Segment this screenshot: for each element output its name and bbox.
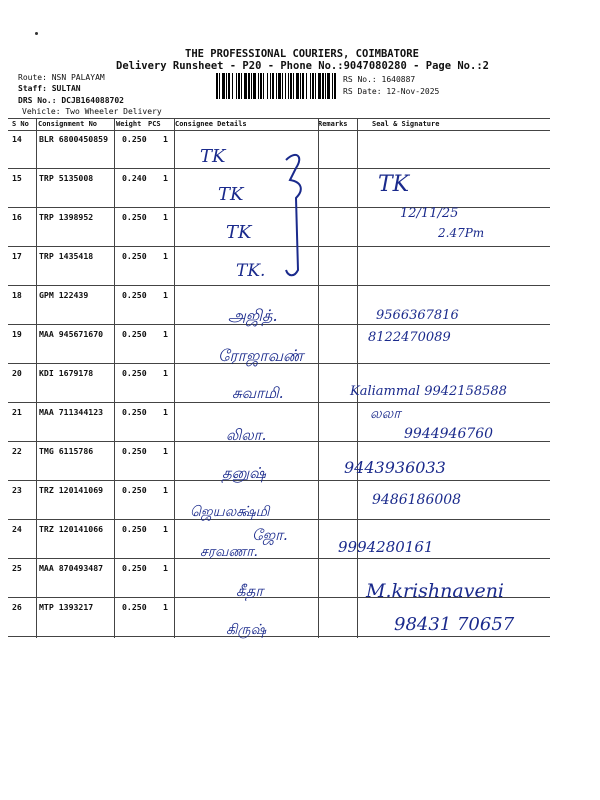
row-weight: 0.250 (122, 290, 147, 300)
row-weight: 0.250 (122, 446, 147, 456)
document-title: THE PROFESSIONAL COURIERS, COIMBATORE (185, 48, 419, 60)
row-divider (8, 207, 550, 208)
handwritten-signature-25: M.krishnaveni (366, 580, 505, 602)
row-divider (8, 636, 550, 637)
col-consignee: Consignee Details (175, 120, 247, 128)
row-consignment: TRP 1398952 (39, 212, 94, 222)
table-top-border (8, 118, 550, 119)
row-pcs: 1 (163, 446, 168, 456)
row-weight: 0.240 (122, 173, 147, 183)
row-divider (8, 519, 550, 520)
rs-date-label: RS Date: 12-Nov-2025 (343, 87, 440, 96)
column-divider (357, 119, 358, 638)
handwritten-consignee-21: லிலா. (226, 426, 267, 444)
bracket-stroke (282, 150, 312, 280)
handwritten-consignee-22: தனுஷ் (222, 464, 266, 482)
col-pcs: PCS (148, 120, 161, 128)
handwritten-signature-20: Kaliammal 9942158588 (350, 384, 507, 399)
row-pcs: 1 (163, 524, 168, 534)
handwritten-signature-22: 9443936033 (344, 458, 446, 477)
handwritten-consignee-19: ரோஜாவண் (218, 346, 304, 365)
col-remarks: Remarks (318, 120, 348, 128)
row-weight: 0.250 (122, 251, 147, 261)
row-consignment: MAA 945671670 (39, 329, 104, 339)
handwritten-signature-26: 98431 70657 (394, 614, 515, 635)
handwritten-signature-24: 9994280161 (338, 538, 434, 556)
handwritten-time-16: 2.47Pm (438, 226, 485, 240)
row-pcs: 1 (163, 251, 168, 261)
row-divider (8, 324, 550, 325)
vehicle-label: Vehicle: Two Wheeler Delivery (22, 107, 162, 116)
drs-label: DRS No.: DCJB164088702 (18, 96, 124, 105)
row-consignment: KDI 1679178 (39, 368, 94, 378)
column-divider (114, 119, 115, 638)
column-divider (174, 119, 175, 638)
handwritten-signature-19: 8122470089 (368, 330, 451, 345)
handwritten-signature-15: TK (378, 172, 410, 197)
header-bottom-border (8, 130, 550, 131)
row-weight: 0.250 (122, 563, 147, 573)
handwritten-consignee-15: TK (218, 184, 244, 205)
row-sno: 25 (12, 563, 22, 573)
staff-label: Staff: SULTAN (18, 84, 81, 93)
col-seal: Seal & Signature (372, 120, 440, 128)
handwritten-consignee-17: TK. (236, 261, 266, 281)
row-sno: 17 (12, 251, 22, 261)
row-sno: 23 (12, 485, 22, 495)
row-consignment: TMG 6115786 (39, 446, 94, 456)
row-weight: 0.250 (122, 212, 147, 222)
col-consignment: Consignment No (38, 120, 98, 128)
row-weight: 0.250 (122, 602, 147, 612)
row-pcs: 1 (163, 485, 168, 495)
row-consignment: TRZ 120141066 (39, 524, 104, 534)
handwritten-consignee-18: அஜித். (228, 306, 278, 325)
row-sno: 20 (12, 368, 22, 378)
row-pcs: 1 (163, 173, 168, 183)
row-consignment: GPM 122439 (39, 290, 89, 300)
handwritten-consignee-26: கிருஷ் (226, 622, 267, 638)
row-divider (8, 558, 550, 559)
row-consignment: TRP 5135008 (39, 173, 94, 183)
col-weight: Weight (116, 120, 142, 128)
scan-speck (35, 32, 38, 35)
row-consignment: BLR 6800450859 (39, 134, 109, 144)
handwritten-consignee-24: ஜோ. (252, 526, 288, 544)
handwritten-consignee-24b: சரவணா. (200, 544, 258, 560)
column-divider (36, 119, 37, 638)
row-pcs: 1 (163, 602, 168, 612)
handwritten-consignee-20: சுவாமி. (232, 384, 284, 402)
rs-no-label: RS No.: 1640887 (343, 75, 416, 84)
row-sno: 16 (12, 212, 22, 222)
barcode (216, 73, 336, 99)
handwritten-consignee-25: கீதா (236, 582, 264, 600)
handwritten-signature-21: 9944946760 (404, 426, 494, 442)
row-sno: 14 (12, 134, 22, 144)
row-divider (8, 246, 550, 247)
col-sno: S No (12, 120, 29, 128)
row-sno: 18 (12, 290, 22, 300)
row-pcs: 1 (163, 212, 168, 222)
handwritten-consignee-23: ஜெயலக்ஷ்மி (190, 504, 270, 520)
row-divider (8, 480, 550, 481)
handwritten-signature-18: 9566367816 (376, 308, 459, 323)
row-weight: 0.250 (122, 368, 147, 378)
handwritten-consignee-16: TK (226, 222, 252, 243)
column-divider (318, 119, 319, 638)
row-sno: 21 (12, 407, 22, 417)
row-sno: 26 (12, 602, 22, 612)
row-divider (8, 168, 550, 169)
row-sno: 22 (12, 446, 22, 456)
row-weight: 0.250 (122, 524, 147, 534)
row-consignment: MAA 870493487 (39, 563, 104, 573)
row-consignment: TRP 1435418 (39, 251, 94, 261)
runsheet-subtitle: Delivery Runsheet - P20 - Phone No.:9047080280 - Page No.:2 (116, 60, 489, 72)
row-divider (8, 285, 550, 286)
row-sno: 24 (12, 524, 22, 534)
row-pcs: 1 (163, 329, 168, 339)
row-pcs: 1 (163, 368, 168, 378)
row-consignment: MAA 711344123 (39, 407, 104, 417)
route-label: Route: NSN PALAYAM (18, 73, 105, 82)
row-weight: 0.250 (122, 485, 147, 495)
row-weight: 0.250 (122, 134, 147, 144)
handwritten-consignee-14: TK (200, 146, 226, 167)
row-sno: 15 (12, 173, 22, 183)
row-weight: 0.250 (122, 329, 147, 339)
row-consignment: MTP 1393217 (39, 602, 94, 612)
row-weight: 0.250 (122, 407, 147, 417)
row-consignment: TRZ 120141069 (39, 485, 104, 495)
row-pcs: 1 (163, 563, 168, 573)
row-pcs: 1 (163, 407, 168, 417)
row-pcs: 1 (163, 134, 168, 144)
handwritten-date-16: 12/11/25 (400, 206, 459, 221)
row-sno: 19 (12, 329, 22, 339)
handwritten-signname-21: லலா (370, 406, 401, 422)
handwritten-signature-23: 9486186008 (372, 492, 462, 508)
row-pcs: 1 (163, 290, 168, 300)
